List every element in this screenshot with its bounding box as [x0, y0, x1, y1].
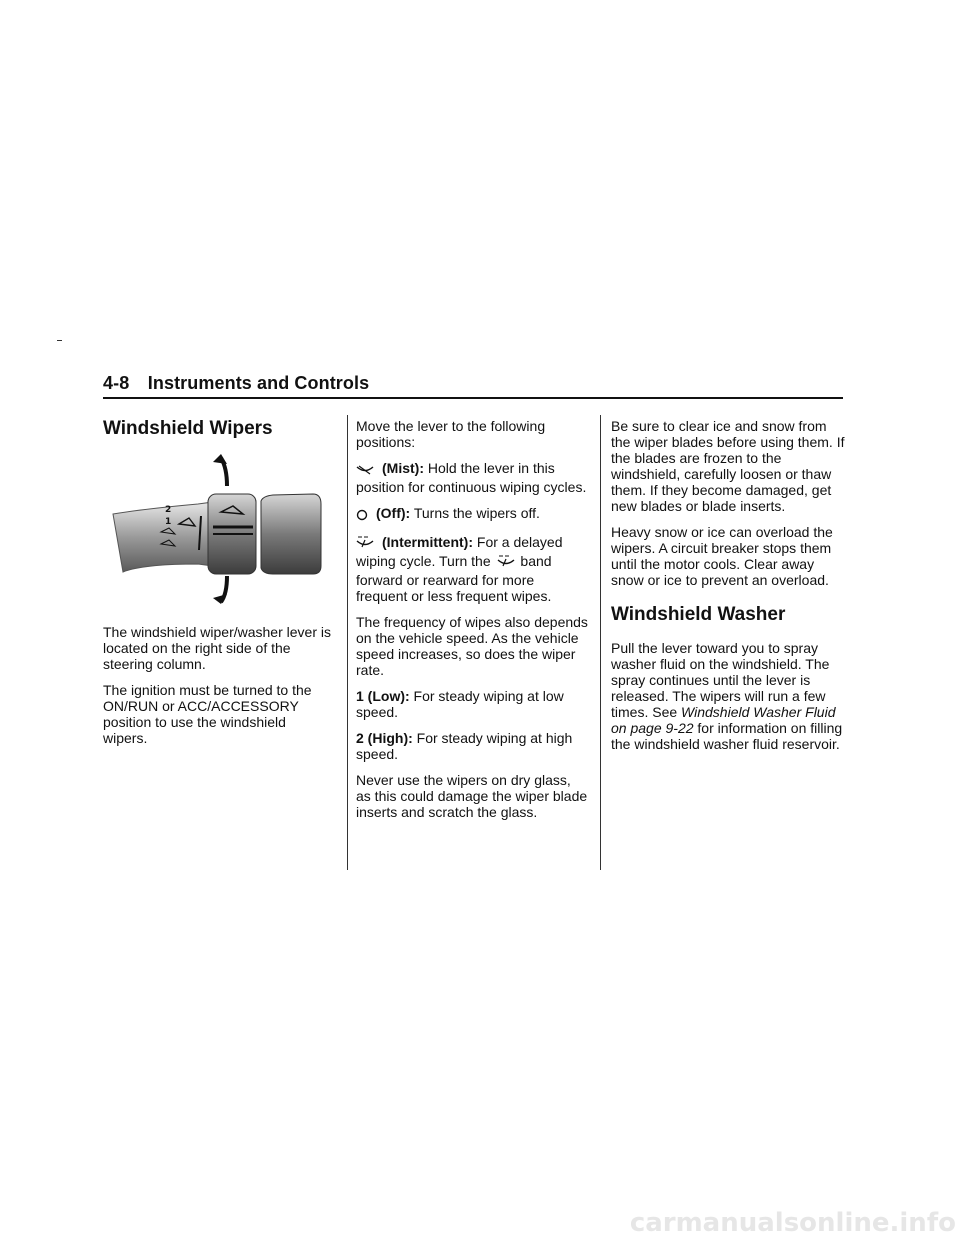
mist-item — [356, 460, 588, 495]
off-item — [356, 505, 588, 524]
low-label: 1 (Low): — [356, 688, 410, 704]
column-divider-1 — [347, 415, 348, 870]
low-text: For steady wiping at low speed. — [356, 688, 564, 720]
dry-glass-warning: Never use the wipers on dry glass, as this could damage the wiper blade inserts and scratch the glass. — [356, 772, 588, 820]
header-rule — [103, 397, 843, 399]
washer-text-a: Pull the lever toward you to spray washer fluid on the windshield. The spray continues until the lever is released. The wipers will run a few times. See — [611, 640, 830, 720]
high-item — [356, 730, 588, 762]
wiper-lever-illustration — [103, 454, 323, 604]
windshield-wipers-heading: Windshield Wipers — [103, 418, 273, 439]
column-1 — [103, 418, 333, 756]
windshield-washer-heading: Windshield Washer — [611, 604, 786, 625]
off-icon — [356, 508, 368, 524]
ignition-text: The ignition must be turned to the ON/RUN or ACC/ACCESSORY position to use the windshield wipers. — [103, 682, 312, 746]
page-corner-mark — [57, 340, 62, 341]
low-item — [356, 688, 588, 720]
washer-text — [611, 640, 847, 752]
intermittent-text-a: For a delayed wiping cycle. Turn the — [356, 534, 563, 569]
page-number: 4-8 — [103, 373, 130, 393]
off-text: Turns the wipers off. — [413, 505, 540, 521]
high-label: 2 (High): — [356, 730, 413, 746]
mist-text: Hold the lever in this position for continuous wiping cycles. — [356, 460, 587, 495]
column-3 — [611, 418, 847, 762]
mist-label: (Mist): — [382, 460, 424, 476]
intermittent-label: (Intermittent): — [382, 534, 473, 550]
column-divider-2 — [600, 415, 601, 870]
intermittent-text-b: band forward or rearward for more frequent or less frequent wipes. — [356, 553, 552, 604]
off-label: (Off): — [376, 505, 411, 521]
high-text: For steady wiping at high speed. — [356, 730, 573, 762]
mist-icon — [356, 463, 374, 479]
wiper-location-text: The windshield wiper/washer lever is located on the right side of the steering column. — [103, 624, 331, 672]
washer-text-b: for information on filling the windshield washer fluid reservoir. — [611, 720, 843, 752]
frequency-text: The frequency of wipes also depends on the vehicle speed. As the vehicle speed increases, so does the wiper rate. — [356, 614, 588, 678]
overload-text: Heavy snow or ice can overload the wipers. A circuit breaker stops them until the motor cools. Clear away snow or ice to prevent an overload. — [611, 524, 833, 588]
ice-snow-text: Be sure to clear ice and snow from the wiper blades before using them. If the blades are frozen to the windshield, carefully loosen or thaw them. If they become damaged, get new blades or blade inserts. — [611, 418, 845, 514]
washer-fluid-link[interactable]: Windshield Washer Fluid on page 9-22 — [611, 704, 836, 736]
lever-intro: Move the lever to the following positions: — [356, 418, 546, 450]
column-2 — [356, 418, 588, 830]
page-header — [103, 373, 843, 397]
lever-label-1: 1 — [165, 517, 172, 527]
intermittent-item — [356, 534, 588, 604]
intermittent-icon — [497, 555, 515, 572]
watermark: carmanualsonline.info — [629, 1208, 956, 1238]
lever-label-2: 2 — [165, 505, 172, 515]
intermittent-icon — [356, 536, 374, 553]
section-title: Instruments and Controls — [147, 373, 370, 393]
